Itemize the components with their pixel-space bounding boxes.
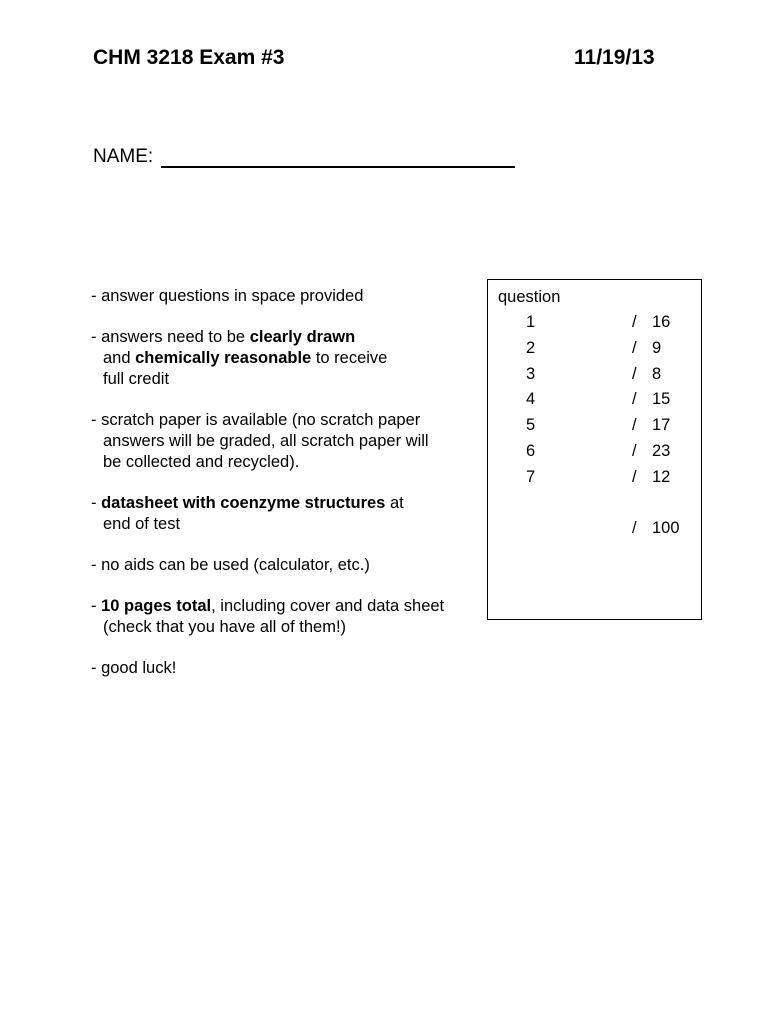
instruction-text: - <box>91 494 102 512</box>
instruction-text: answers will be graded, all scratch paper will <box>103 432 429 450</box>
instruction-line <box>91 617 486 638</box>
score-slash: / <box>632 519 637 538</box>
exam-date: 11/19/13 <box>574 46 655 69</box>
instruction-text: , including cover and data sheet <box>211 597 445 615</box>
instruction-item <box>91 286 486 307</box>
instruction-text: full credit <box>103 370 170 388</box>
instruction-line <box>91 596 486 617</box>
instruction-line <box>91 286 486 307</box>
question-points: 15 <box>652 390 671 409</box>
instruction-line <box>91 410 486 431</box>
name-field <box>93 146 515 168</box>
question-points: 23 <box>652 442 671 460</box>
question-points: 8 <box>652 364 662 383</box>
score-slash: / <box>632 467 637 486</box>
score-row <box>488 365 701 387</box>
instruction-bold-text: clearly drawn <box>249 328 356 346</box>
question-number: 5 <box>526 416 536 435</box>
score-row <box>488 442 701 464</box>
score-row <box>488 313 701 335</box>
question-points: 100 <box>652 519 680 538</box>
instruction-text: - scratch paper is available (no scratch paper <box>91 411 421 429</box>
instruction-text: - no aids can be used (calculator, etc.) <box>91 556 370 574</box>
exam-title: CHM 3218 Exam #3 <box>93 46 285 69</box>
score-slash: / <box>632 313 637 331</box>
score-slash: / <box>632 416 637 435</box>
instruction-line <box>91 348 486 369</box>
score-total-row <box>488 519 701 541</box>
question-number: 7 <box>526 467 536 486</box>
score-slash: / <box>632 442 637 460</box>
question-points: 12 <box>652 467 671 486</box>
question-number: 6 <box>526 442 536 460</box>
instruction-line <box>91 555 486 576</box>
score-slash: / <box>632 338 637 357</box>
score-row <box>488 468 701 490</box>
instruction-text: - answers need to be <box>91 328 250 346</box>
instruction-text: - good luck! <box>91 659 177 677</box>
instruction-text: to receive <box>311 349 388 367</box>
instruction-text: and <box>103 349 136 367</box>
score-row <box>488 416 701 438</box>
instruction-bold-text: datasheet with coenzyme structures <box>101 494 386 512</box>
instruction-line <box>91 658 486 679</box>
score-table-header: question <box>498 288 561 306</box>
question-number: 4 <box>526 390 536 409</box>
instruction-line <box>91 431 486 452</box>
instruction-text: - <box>91 597 102 615</box>
instruction-item <box>91 327 486 390</box>
instruction-line <box>91 327 486 348</box>
instruction-item <box>91 493 486 535</box>
score-row <box>488 390 701 412</box>
instruction-line <box>91 493 486 514</box>
instruction-item <box>91 658 486 679</box>
name-label: NAME: <box>93 146 154 167</box>
instruction-text: (check that you have all of them!) <box>103 618 347 636</box>
question-points: 16 <box>652 313 671 331</box>
instruction-item <box>91 410 486 473</box>
instruction-bold-text: chemically reasonable <box>135 349 312 367</box>
question-number: 2 <box>526 338 536 357</box>
question-points: 17 <box>652 416 671 435</box>
score-row <box>488 339 701 361</box>
score-slash: / <box>632 390 637 409</box>
question-number: 3 <box>526 364 536 383</box>
name-blank-line[interactable] <box>161 148 515 168</box>
instruction-item <box>91 555 486 576</box>
score-slash: / <box>632 364 637 383</box>
instructions-list <box>91 286 486 699</box>
instruction-line <box>91 369 486 390</box>
question-points: 9 <box>652 338 662 357</box>
instruction-text: be collected and recycled). <box>103 453 300 471</box>
instruction-line <box>91 514 486 535</box>
instruction-line <box>91 452 486 473</box>
instruction-text: at <box>385 494 404 512</box>
instruction-item <box>91 596 486 638</box>
question-number: 1 <box>526 313 536 331</box>
instruction-text: end of test <box>103 515 181 533</box>
instruction-text: - answer questions in space provided <box>91 287 364 305</box>
score-table <box>487 279 702 620</box>
instruction-bold-text: 10 pages total <box>101 597 212 615</box>
